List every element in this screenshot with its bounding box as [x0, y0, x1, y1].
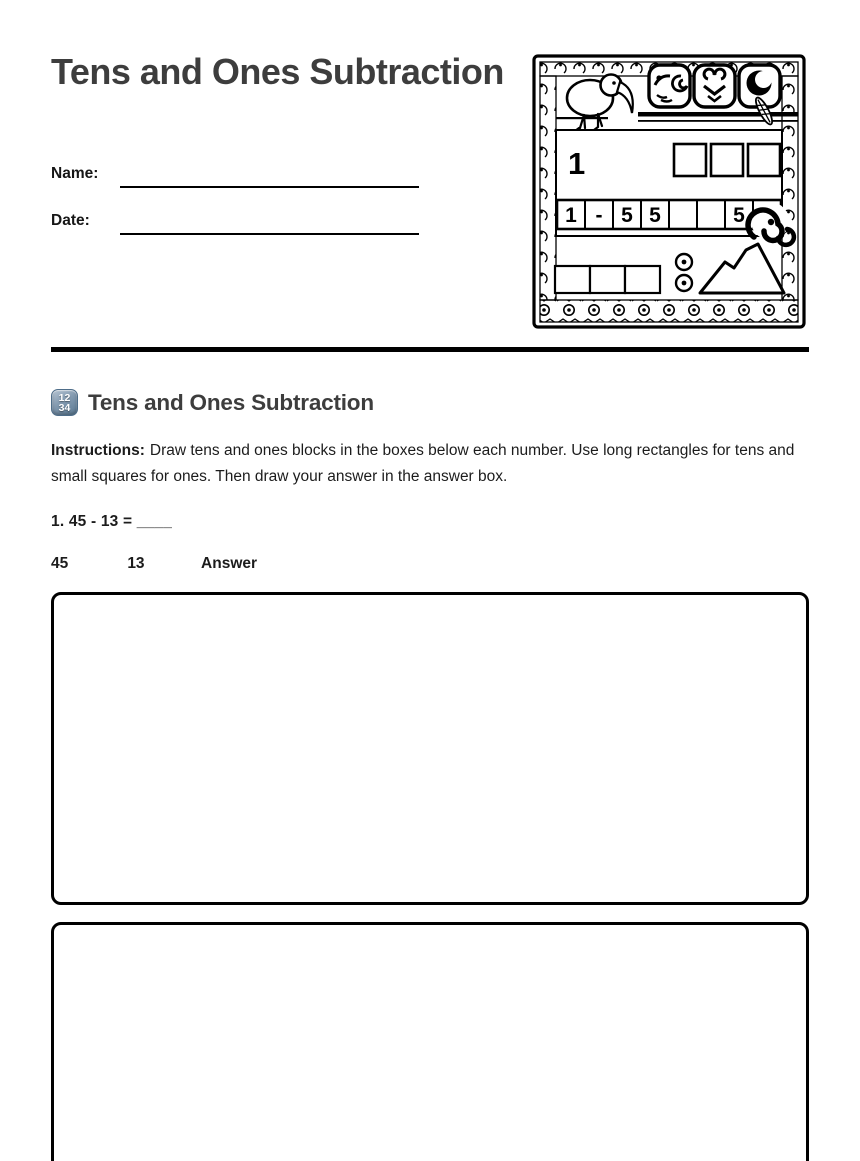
ones-squares: [674, 144, 780, 176]
instructions-text: Draw tens and ones blocks in the boxes below each number. Use long rectangles for tens and small squares for ones. Then draw your answer in the answer box.: [51, 442, 795, 485]
section-heading: Tens and Ones Subtraction: [88, 389, 374, 415]
answer-label: Answer: [201, 555, 258, 572]
instructions: [51, 438, 811, 490]
subtrahend-label: 13: [127, 555, 145, 572]
tens-block: [555, 266, 660, 293]
page-title: Tens and Ones Subtraction: [51, 51, 504, 92]
drawing-box-2[interactable]: [51, 922, 809, 1161]
section-divider: [51, 347, 809, 352]
strip-cell: 5: [621, 204, 633, 227]
problem-statement: 1. 45 - 13 = ____: [51, 513, 173, 530]
strip-cell: 5: [649, 204, 661, 227]
strip-cell: 1: [565, 204, 577, 227]
input-numbers-icon: 12 34: [51, 389, 78, 416]
column-labels: [51, 555, 257, 573]
drawing-box-1[interactable]: [51, 592, 809, 905]
date-label: Date:: [51, 212, 90, 229]
worksheet-illustration: [532, 54, 806, 329]
name-input-line[interactable]: [120, 186, 419, 188]
illustration-number: 1: [568, 146, 586, 181]
strip-cell: -: [595, 204, 603, 227]
strip-cell: 5: [733, 204, 745, 227]
instructions-label: Instructions:: [51, 442, 145, 459]
name-label: Name:: [51, 165, 99, 182]
minuend-label: 45: [51, 555, 69, 572]
date-input-line[interactable]: [120, 233, 419, 235]
